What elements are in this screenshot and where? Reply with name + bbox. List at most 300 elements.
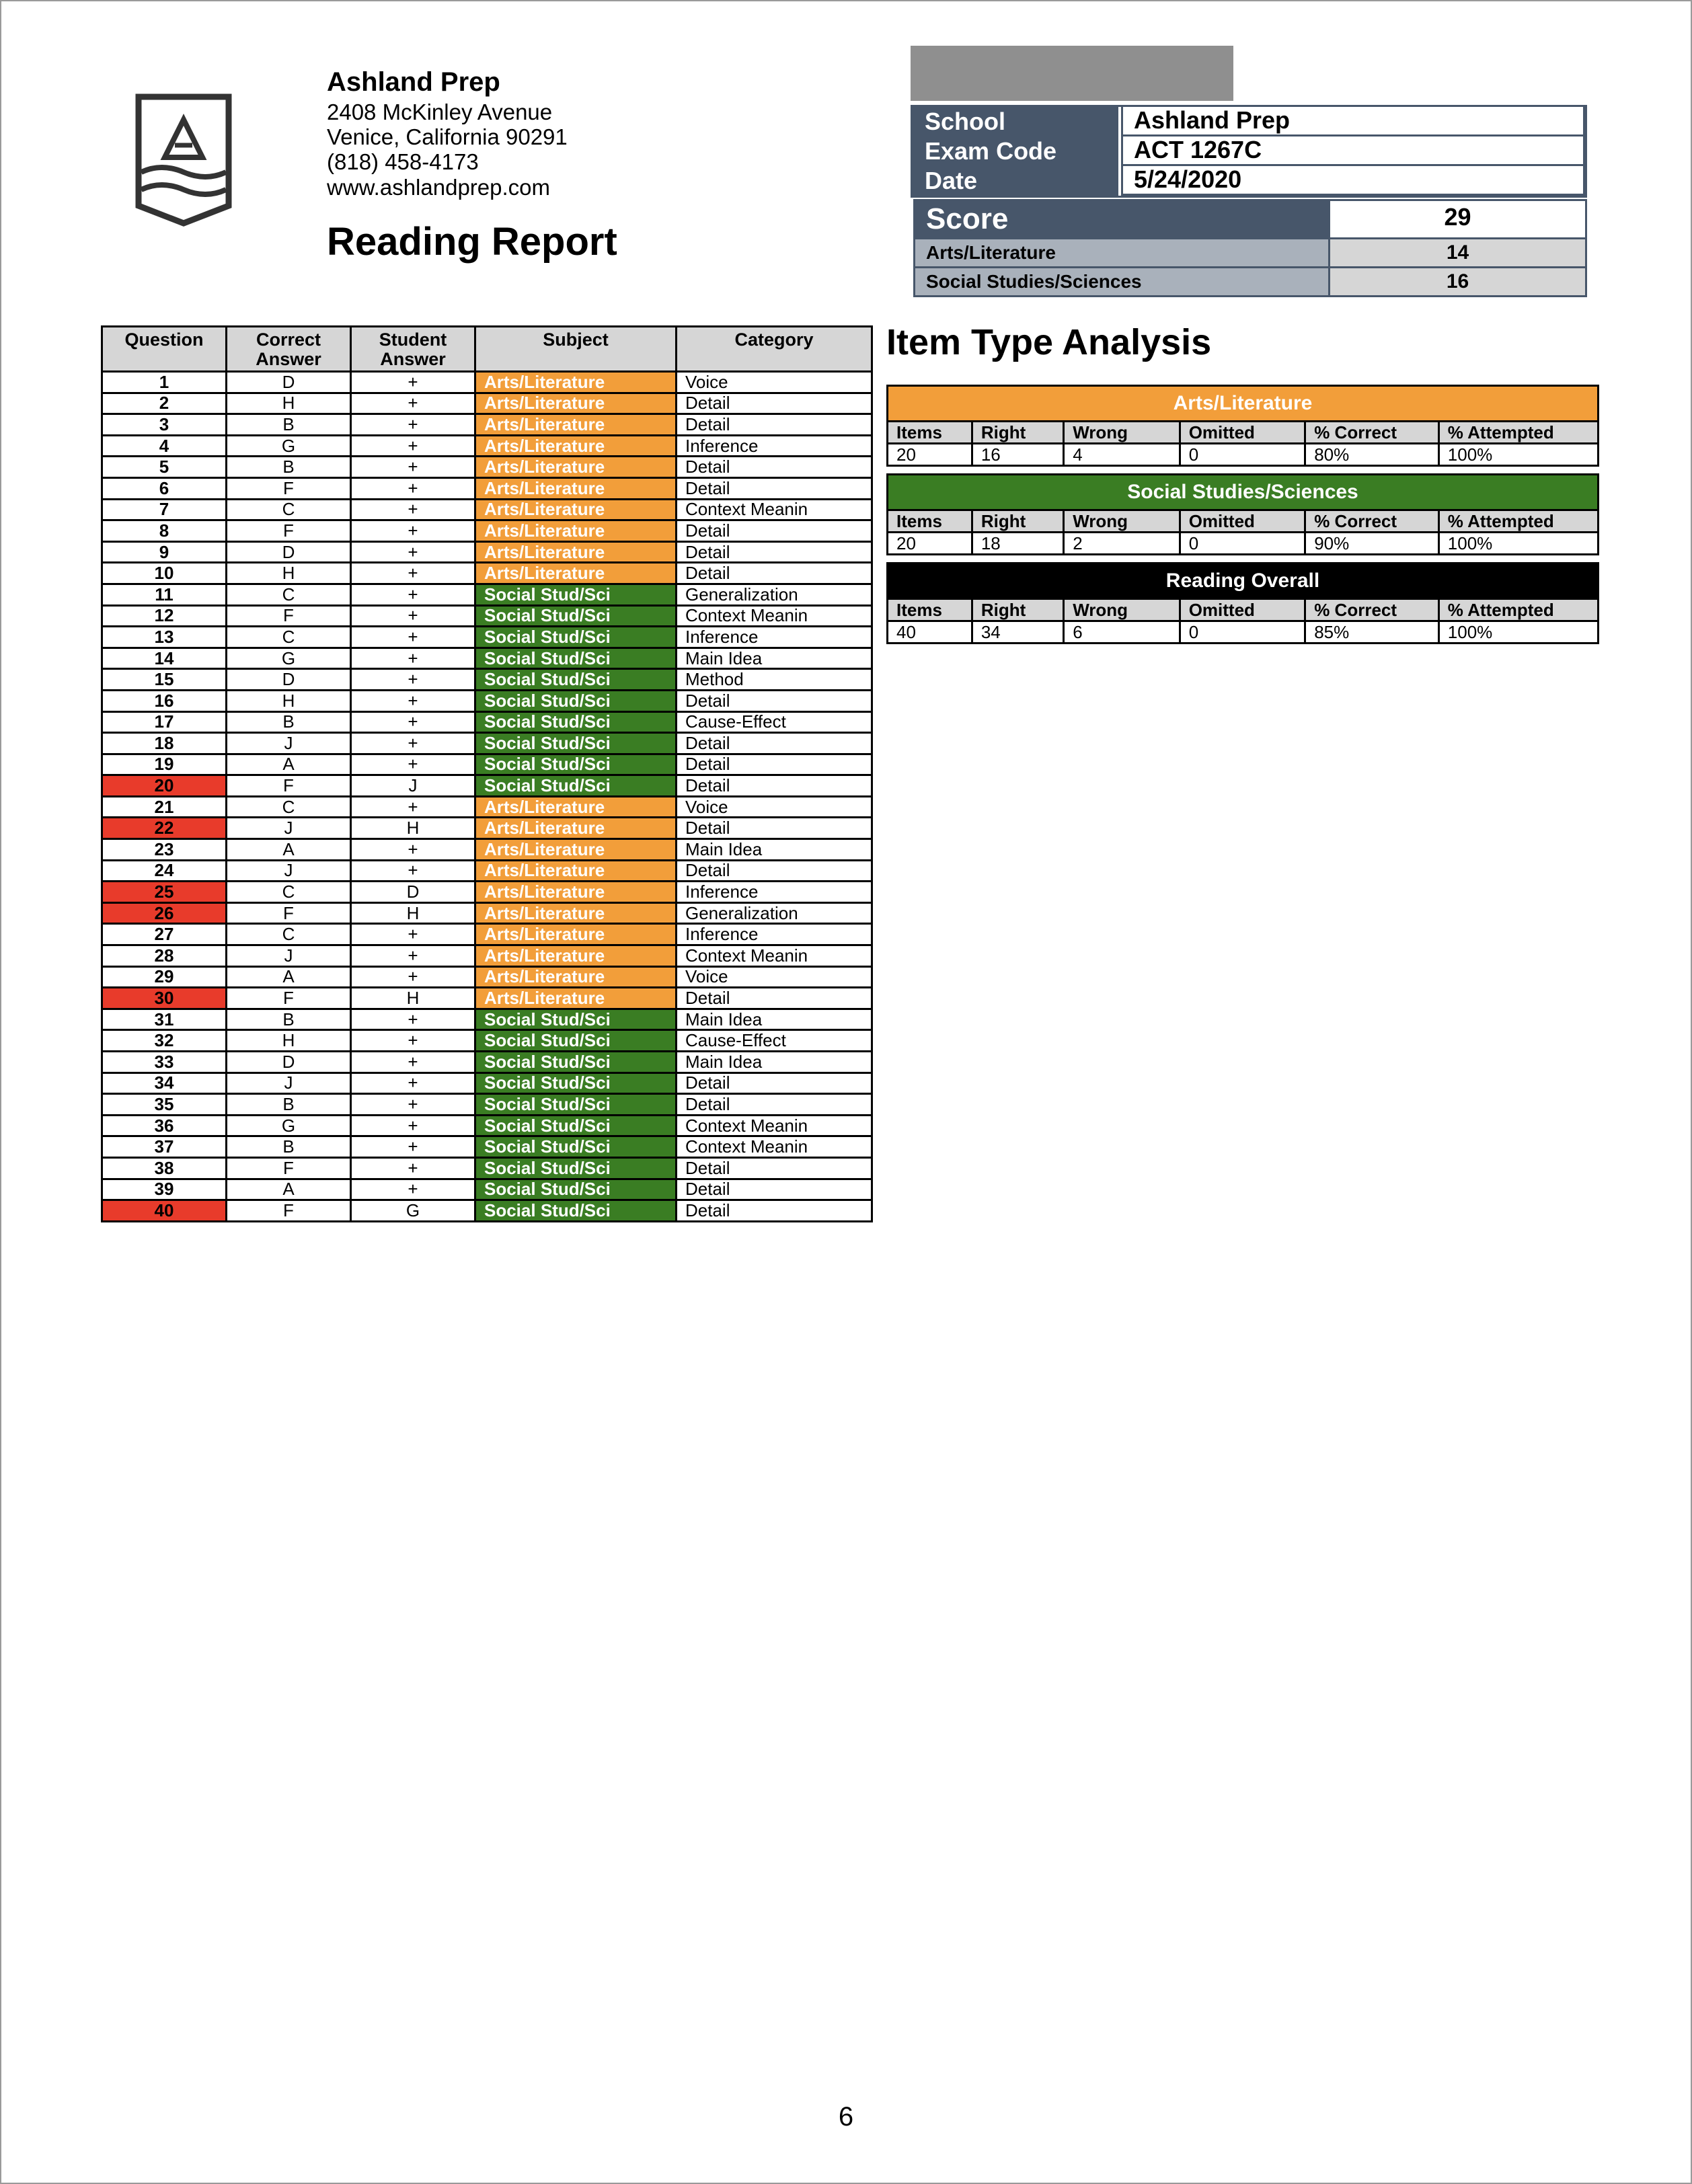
header-question-label: Question: [124, 329, 204, 350]
student-answer: +: [351, 796, 475, 818]
table-row: [102, 902, 872, 924]
date-value: 5/24/2020: [1121, 166, 1585, 196]
redacted-block: [911, 46, 1233, 101]
question-number: 22: [102, 818, 227, 839]
correct-answer: B: [227, 457, 351, 478]
student-answer: +: [351, 1030, 475, 1052]
subject-badge: Arts/Literature: [475, 372, 677, 393]
subject-badge: Arts/Literature: [475, 860, 677, 882]
exam-code-label: Exam Code: [913, 136, 1118, 166]
correct-answer: J: [227, 818, 351, 839]
table-row: [102, 669, 872, 691]
correct-answer: F: [227, 605, 351, 627]
subject-badge: Social Stud/Sci: [475, 754, 677, 775]
analysis-block-title: Reading Overall: [888, 564, 1597, 598]
analysis-table: [888, 420, 1597, 465]
table-row: [102, 1115, 872, 1136]
analysis-table: [888, 509, 1597, 553]
table-row: [102, 1157, 872, 1179]
subject-badge: Arts/Literature: [475, 457, 677, 478]
analysis-column-header: Items: [888, 510, 972, 533]
analysis-column-header: Wrong: [1064, 510, 1180, 533]
subject-badge: Social Stud/Sci: [475, 1072, 677, 1094]
table-row: [102, 1052, 872, 1073]
question-number: 15: [102, 669, 227, 691]
date-label: Date: [913, 166, 1118, 196]
analysis-column-header: Wrong: [1064, 599, 1180, 621]
table-row: [102, 988, 872, 1009]
category-cell: Inference: [677, 924, 872, 945]
correct-answer: F: [227, 1200, 351, 1222]
category-cell: Detail: [677, 1094, 872, 1116]
header-category: [677, 327, 872, 372]
subject-badge: Social Stud/Sci: [475, 669, 677, 691]
correct-answer: F: [227, 902, 351, 924]
subject-badge: Social Stud/Sci: [475, 1136, 677, 1158]
table-row: [102, 882, 872, 903]
student-answer: +: [351, 520, 475, 542]
subject-badge: Arts/Literature: [475, 924, 677, 945]
question-number: 34: [102, 1072, 227, 1094]
category-cell: Context Meanin: [677, 1115, 872, 1136]
category-cell: Cause-Effect: [677, 711, 872, 733]
category-cell: Context Meanin: [677, 945, 872, 967]
student-answer: +: [351, 839, 475, 861]
subject-badge: Social Stud/Sci: [475, 1179, 677, 1200]
question-number: 37: [102, 1136, 227, 1158]
correct-answer: D: [227, 669, 351, 691]
school-name: Ashland Prep: [327, 67, 500, 97]
student-answer: +: [351, 457, 475, 478]
correct-answer: J: [227, 1072, 351, 1094]
category-cell: Cause-Effect: [677, 1030, 872, 1052]
category-cell: Detail: [677, 457, 872, 478]
header-student-line1: Student: [379, 329, 447, 350]
category-cell: Detail: [677, 988, 872, 1009]
address-line-1: 2408 McKinley Avenue: [327, 100, 553, 124]
category-cell: Main Idea: [677, 839, 872, 861]
table-row: [102, 1200, 872, 1222]
question-number: 10: [102, 563, 227, 584]
subject-badge: Social Stud/Sci: [475, 1115, 677, 1136]
subject-badge: Arts/Literature: [475, 520, 677, 542]
table-row: [102, 1136, 872, 1158]
student-answer: +: [351, 1072, 475, 1094]
table-row: [102, 605, 872, 627]
question-number: 14: [102, 648, 227, 669]
question-table-body: [102, 372, 872, 1222]
student-answer: +: [351, 733, 475, 754]
category-cell: Detail: [677, 1072, 872, 1094]
category-cell: Generalization: [677, 902, 872, 924]
school-row: [913, 107, 1585, 136]
question-number: 6: [102, 477, 227, 499]
header-subject-label: Subject: [543, 329, 609, 350]
question-number: 19: [102, 754, 227, 775]
table-row: [102, 1072, 872, 1094]
correct-answer: D: [227, 541, 351, 563]
table-row: [102, 541, 872, 563]
subject-badge: Arts/Literature: [475, 902, 677, 924]
student-answer: G: [351, 1200, 475, 1222]
question-number: 1: [102, 372, 227, 393]
correct-answer: H: [227, 1030, 351, 1052]
student-answer: +: [351, 1179, 475, 1200]
question-number: 39: [102, 1179, 227, 1200]
score-social-label: Social Studies/Sciences: [915, 268, 1328, 295]
subject-badge: Arts/Literature: [475, 882, 677, 903]
table-row: [102, 563, 872, 584]
student-answer: +: [351, 372, 475, 393]
subject-badge: Arts/Literature: [475, 563, 677, 584]
question-number: 24: [102, 860, 227, 882]
category-cell: Detail: [677, 1179, 872, 1200]
student-answer: +: [351, 648, 475, 669]
subject-badge: Arts/Literature: [475, 435, 677, 457]
subject-badge: Arts/Literature: [475, 393, 677, 414]
analysis-value: 100%: [1438, 621, 1597, 643]
subject-badge: Social Stud/Sci: [475, 605, 677, 627]
correct-answer: B: [227, 711, 351, 733]
analysis-value-row: [888, 444, 1597, 465]
question-number: 25: [102, 882, 227, 903]
student-answer: +: [351, 541, 475, 563]
student-answer: +: [351, 924, 475, 945]
website-link[interactable]: www.ashlandprep.com: [327, 175, 550, 200]
category-cell: Voice: [677, 966, 872, 988]
category-cell: Inference: [677, 627, 872, 648]
subject-badge: Social Stud/Sci: [475, 733, 677, 754]
category-cell: Detail: [677, 414, 872, 436]
question-number: 11: [102, 584, 227, 605]
correct-answer: H: [227, 563, 351, 584]
table-row: [102, 839, 872, 861]
analysis-column-header: % Attempted: [1438, 599, 1597, 621]
correct-answer: C: [227, 882, 351, 903]
correct-answer: A: [227, 754, 351, 775]
analysis-value: 80%: [1305, 444, 1439, 465]
student-answer: +: [351, 669, 475, 691]
question-number: 27: [102, 924, 227, 945]
student-answer: +: [351, 711, 475, 733]
correct-answer: C: [227, 924, 351, 945]
analysis-value: 2: [1064, 533, 1180, 554]
table-row: [102, 796, 872, 818]
subject-badge: Social Stud/Sci: [475, 627, 677, 648]
student-answer: +: [351, 1115, 475, 1136]
analysis-column-header: % Correct: [1305, 422, 1439, 444]
question-number: 23: [102, 839, 227, 861]
subject-badge: Arts/Literature: [475, 541, 677, 563]
table-row: [102, 584, 872, 605]
category-cell: Main Idea: [677, 648, 872, 669]
question-number: 4: [102, 435, 227, 457]
category-cell: Context Meanin: [677, 605, 872, 627]
category-cell: Detail: [677, 541, 872, 563]
student-answer: +: [351, 435, 475, 457]
student-answer: +: [351, 477, 475, 499]
table-row: [102, 414, 872, 436]
question-number: 28: [102, 945, 227, 967]
question-number: 9: [102, 541, 227, 563]
analysis-column-header: Omitted: [1180, 599, 1305, 621]
score-arts-row: [915, 237, 1585, 266]
correct-answer: H: [227, 393, 351, 414]
exam-code-row: [913, 136, 1585, 166]
analysis-table: [888, 598, 1597, 642]
correct-answer: A: [227, 1179, 351, 1200]
correct-answer: C: [227, 584, 351, 605]
table-row: [102, 372, 872, 393]
student-answer: +: [351, 584, 475, 605]
analysis-value: 20: [888, 444, 972, 465]
analysis-column-header: Items: [888, 422, 972, 444]
correct-answer: A: [227, 966, 351, 988]
question-number: 12: [102, 605, 227, 627]
question-number: 20: [102, 775, 227, 797]
analysis-value: 0: [1180, 621, 1305, 643]
student-answer: +: [351, 1157, 475, 1179]
analysis-value: 16: [972, 444, 1063, 465]
analysis-value: 100%: [1438, 444, 1597, 465]
table-row: [102, 711, 872, 733]
student-answer: +: [351, 1094, 475, 1116]
correct-answer: D: [227, 372, 351, 393]
score-value: 29: [1328, 201, 1585, 237]
question-number: 30: [102, 988, 227, 1009]
category-cell: Detail: [677, 733, 872, 754]
category-cell: Voice: [677, 796, 872, 818]
score-row: [915, 201, 1585, 237]
category-cell: Context Meanin: [677, 1136, 872, 1158]
category-cell: Main Idea: [677, 1052, 872, 1073]
score-arts-value: 14: [1328, 239, 1585, 266]
correct-answer: A: [227, 839, 351, 861]
analysis-header-row: [888, 510, 1597, 533]
table-row: [102, 520, 872, 542]
item-type-analysis-title: Item Type Analysis: [886, 322, 1212, 362]
subject-badge: Social Stud/Sci: [475, 584, 677, 605]
student-answer: +: [351, 627, 475, 648]
table-row: [102, 945, 872, 967]
analysis-value: 6: [1064, 621, 1180, 643]
school-logo-icon: [134, 93, 233, 227]
subject-badge: Arts/Literature: [475, 477, 677, 499]
analysis-column-header: % Attempted: [1438, 422, 1597, 444]
subject-badge: Arts/Literature: [475, 839, 677, 861]
category-cell: Main Idea: [677, 1009, 872, 1030]
question-number: 8: [102, 520, 227, 542]
question-number: 2: [102, 393, 227, 414]
correct-answer: C: [227, 796, 351, 818]
question-number: 35: [102, 1094, 227, 1116]
category-cell: Context Meanin: [677, 499, 872, 520]
table-row: [102, 648, 872, 669]
subject-badge: Social Stud/Sci: [475, 711, 677, 733]
page-number: 6: [838, 2102, 854, 2132]
correct-answer: F: [227, 775, 351, 797]
subject-badge: Arts/Literature: [475, 988, 677, 1009]
category-cell: Inference: [677, 435, 872, 457]
category-cell: Detail: [677, 520, 872, 542]
student-answer: +: [351, 1052, 475, 1073]
category-cell: Detail: [677, 1200, 872, 1222]
correct-answer: J: [227, 860, 351, 882]
analysis-block-arts: [886, 385, 1599, 467]
question-number: 5: [102, 457, 227, 478]
question-number: 3: [102, 414, 227, 436]
score-box: [913, 199, 1587, 297]
address-line-2: Venice, California 90291: [327, 124, 568, 149]
analysis-block-overall: [886, 562, 1599, 644]
analysis-column-header: Omitted: [1180, 510, 1305, 533]
analysis-block-title: Arts/Literature: [888, 387, 1597, 420]
header-correct: [227, 327, 351, 372]
subject-badge: Social Stud/Sci: [475, 690, 677, 711]
category-cell: Detail: [677, 775, 872, 797]
phone-number: (818) 458-4173: [327, 149, 479, 174]
correct-answer: G: [227, 648, 351, 669]
analysis-column-header: % Correct: [1305, 599, 1439, 621]
table-row: [102, 733, 872, 754]
category-cell: Detail: [677, 818, 872, 839]
analysis-value: 100%: [1438, 533, 1597, 554]
analysis-value: 34: [972, 621, 1063, 643]
header-subject: [475, 327, 677, 372]
question-number: 38: [102, 1157, 227, 1179]
analysis-value: 90%: [1305, 533, 1439, 554]
correct-answer: B: [227, 1136, 351, 1158]
table-row: [102, 818, 872, 839]
student-answer: +: [351, 414, 475, 436]
analysis-value: 40: [888, 621, 972, 643]
correct-answer: D: [227, 1052, 351, 1073]
table-row: [102, 966, 872, 988]
table-row: [102, 1009, 872, 1030]
question-number: 17: [102, 711, 227, 733]
analysis-value: 0: [1180, 444, 1305, 465]
table-row: [102, 477, 872, 499]
student-answer: +: [351, 945, 475, 967]
student-answer: +: [351, 690, 475, 711]
question-number: 40: [102, 1200, 227, 1222]
correct-answer: G: [227, 1115, 351, 1136]
student-answer: D: [351, 882, 475, 903]
question-number: 13: [102, 627, 227, 648]
analysis-value: 20: [888, 533, 972, 554]
student-answer: +: [351, 1136, 475, 1158]
subject-badge: Arts/Literature: [475, 796, 677, 818]
table-row: [102, 393, 872, 414]
student-answer: +: [351, 1009, 475, 1030]
exam-info-box: [911, 105, 1587, 198]
correct-answer: B: [227, 1009, 351, 1030]
category-cell: Detail: [677, 393, 872, 414]
analysis-column-header: Items: [888, 599, 972, 621]
table-row: [102, 499, 872, 520]
analysis-header-row: [888, 422, 1597, 444]
category-cell: Detail: [677, 860, 872, 882]
table-row: [102, 1094, 872, 1116]
analysis-block-title: Social Studies/Sciences: [888, 475, 1597, 509]
question-number: 36: [102, 1115, 227, 1136]
score-social-row: [915, 266, 1585, 295]
analysis-header-row: [888, 599, 1597, 621]
header-correct-line2: Answer: [256, 349, 321, 369]
student-answer: +: [351, 754, 475, 775]
student-answer: +: [351, 499, 475, 520]
question-number: 16: [102, 690, 227, 711]
analysis-value: 0: [1180, 533, 1305, 554]
analysis-column-header: % Attempted: [1438, 510, 1597, 533]
exam-code-value: ACT 1267C: [1121, 136, 1585, 166]
category-cell: Method: [677, 669, 872, 691]
category-cell: Detail: [677, 477, 872, 499]
question-number: 26: [102, 902, 227, 924]
table-row: [102, 775, 872, 797]
correct-answer: C: [227, 499, 351, 520]
subject-badge: Arts/Literature: [475, 818, 677, 839]
header-student-line2: Answer: [380, 349, 446, 369]
question-table: [101, 325, 873, 1222]
question-number: 33: [102, 1052, 227, 1073]
table-row: [102, 435, 872, 457]
subject-badge: Social Stud/Sci: [475, 1052, 677, 1073]
correct-answer: B: [227, 414, 351, 436]
table-row: [102, 690, 872, 711]
category-cell: Detail: [677, 690, 872, 711]
analysis-column-header: Right: [972, 422, 1063, 444]
subject-badge: Social Stud/Sci: [475, 775, 677, 797]
subject-badge: Arts/Literature: [475, 945, 677, 967]
score-label: Score: [915, 201, 1328, 237]
student-answer: H: [351, 818, 475, 839]
question-number: 29: [102, 966, 227, 988]
date-row: [913, 166, 1585, 196]
correct-answer: J: [227, 945, 351, 967]
correct-answer: F: [227, 477, 351, 499]
score-arts-label: Arts/Literature: [915, 239, 1328, 266]
question-number: 21: [102, 796, 227, 818]
analysis-value: 18: [972, 533, 1063, 554]
table-row: [102, 1030, 872, 1052]
analysis-value: 85%: [1305, 621, 1439, 643]
category-cell: Voice: [677, 372, 872, 393]
analysis-column-header: Omitted: [1180, 422, 1305, 444]
category-cell: Inference: [677, 882, 872, 903]
header-question: [102, 327, 227, 372]
correct-answer: G: [227, 435, 351, 457]
analysis-column-header: % Correct: [1305, 510, 1439, 533]
correct-answer: H: [227, 690, 351, 711]
question-number: 32: [102, 1030, 227, 1052]
question-number: 31: [102, 1009, 227, 1030]
analysis-column-header: Wrong: [1064, 422, 1180, 444]
correct-answer: F: [227, 988, 351, 1009]
analysis-column-header: Right: [972, 510, 1063, 533]
school-value: Ashland Prep: [1121, 107, 1585, 136]
subject-badge: Arts/Literature: [475, 414, 677, 436]
correct-answer: C: [227, 627, 351, 648]
student-answer: H: [351, 988, 475, 1009]
school-label: School: [913, 107, 1118, 136]
analysis-value: 4: [1064, 444, 1180, 465]
category-cell: Detail: [677, 754, 872, 775]
subject-badge: Social Stud/Sci: [475, 648, 677, 669]
student-answer: +: [351, 860, 475, 882]
analysis-value-row: [888, 621, 1597, 643]
correct-answer: F: [227, 520, 351, 542]
